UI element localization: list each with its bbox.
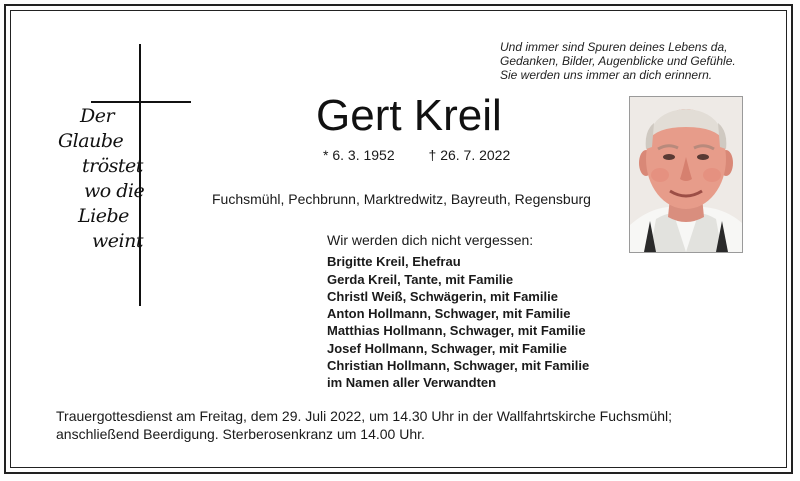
service-line: anschließend Beerdigung. Sterberosenkranz um 14.00 Uhr. <box>56 426 425 442</box>
motto-line: Der <box>80 105 115 127</box>
mourner-item: Brigitte Kreil, Ehefrau <box>327 254 461 270</box>
death-date: † 26. 7. 2022 <box>428 147 511 163</box>
mourner-item: Josef Hollmann, Schwager, mit Familie <box>327 340 567 356</box>
places-list: Fuchsmühl, Pechbrunn, Marktredwitz, Bayreuth, Regensburg <box>212 191 591 207</box>
deceased-name: Gert Kreil <box>316 91 502 140</box>
verse-line: Gedanken, Bilder, Augenblicke und Gefühle. <box>500 54 736 68</box>
verse-line: Und immer sind Spuren deines Lebens da, <box>500 40 728 54</box>
service-line: Trauergottesdienst am Freitag, dem 29. Juli 2022, um 14.30 Uhr in der Wallfahrtskirche Fuchsmühl; <box>56 408 673 424</box>
motto-line: Glaube <box>58 130 124 152</box>
mourner-item: Christian Hollmann, Schwager, mit Familie <box>327 358 590 374</box>
portrait-photo <box>629 96 743 253</box>
mourner-item: Gerda Kreil, Tante, mit Familie <box>327 271 514 287</box>
portrait-image <box>630 97 742 252</box>
birth-date: * 6. 3. 1952 <box>323 147 395 163</box>
motto-line: wo die <box>84 180 145 202</box>
verse-line: Sie werden uns immer an dich erinnern. <box>500 68 713 82</box>
mourner-item: Matthias Hollmann, Schwager, mit Familie <box>327 323 586 339</box>
cross-icon-horizontal <box>91 101 191 103</box>
verse-block <box>500 40 770 82</box>
mourners-block <box>327 232 589 392</box>
motto-line: Liebe <box>78 205 129 227</box>
funeral-service-info <box>56 407 672 443</box>
life-dates <box>323 146 510 164</box>
motto-line: tröstet <box>82 155 143 177</box>
mourners-intro: Wir werden dich nicht vergessen: <box>327 232 534 248</box>
mourner-item: Christl Weiß, Schwägerin, mit Familie <box>327 288 558 304</box>
motto-line: weint <box>92 230 143 252</box>
mourner-item: im Namen aller Verwandten <box>327 375 497 391</box>
mourner-item: Anton Hollmann, Schwager, mit Familie <box>327 306 571 322</box>
motto-handwritten <box>52 104 162 254</box>
